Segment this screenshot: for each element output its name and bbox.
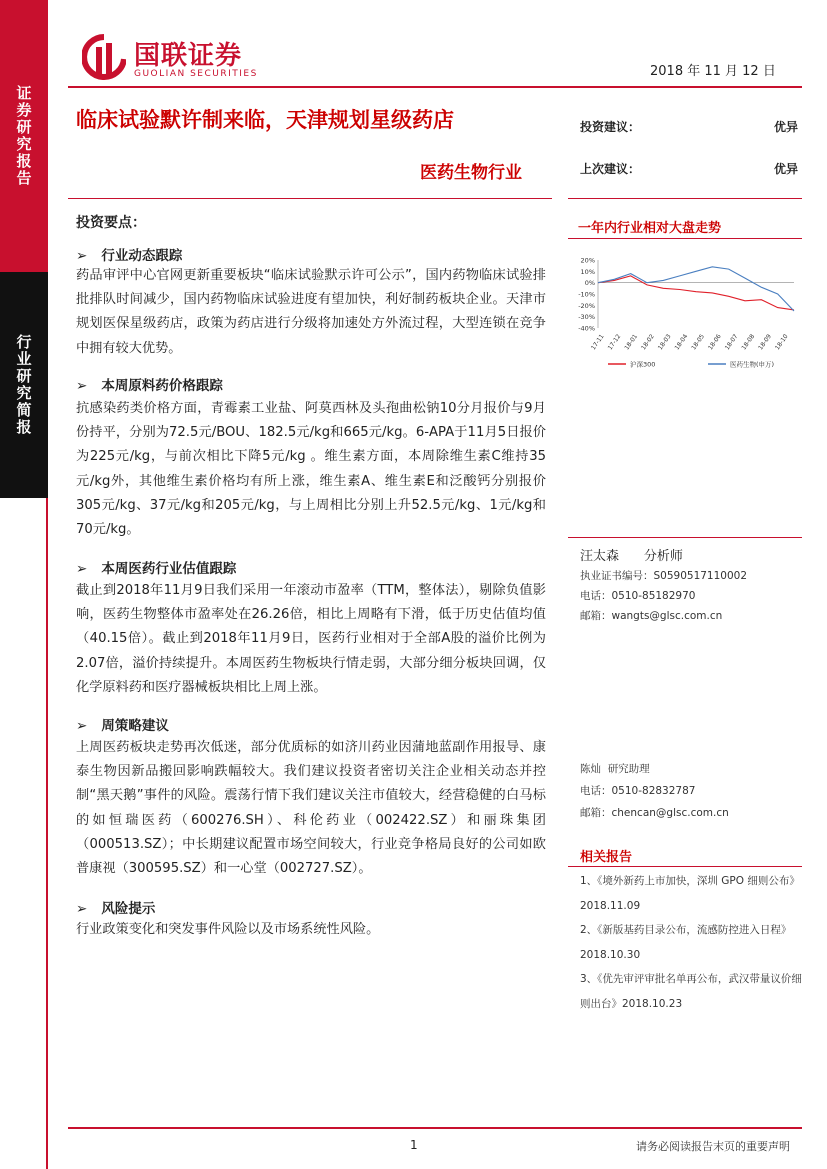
chart-title-rule (568, 238, 802, 239)
analyst-2-role: 研究助理 (607, 763, 650, 775)
series-line (598, 267, 794, 311)
section-head-3-text: 本周医药行业估值跟踪 (101, 561, 237, 577)
title-rule (68, 198, 552, 199)
summary-title: 投资要点： (76, 215, 146, 231)
related-item-2-title: 2、《新版基药目录公布，流感防控进入日程》 (580, 924, 792, 936)
section-text-3: 截止到2018年11月9日我们采用一年滚动市盈率（TTM，整体法），剔除负值影响，医药生物整体市盈率处在26.26倍，相比上周略有下滑，低于历史估值均值（40.15倍）。截止到2018年11月9日，医药行业相对于全部A股的溢价比例为2.07倍，溢价持续提升。本周医药生物板块行情走弱，大部分细分板块回调，仅化学原料药和医疗器械板块相比上周上涨。 (76, 583, 546, 695)
related-item-1-date: 2018.11.09 (580, 900, 641, 912)
analyst-2-email[interactable]: 邮箱：chencan@glsc.com.cn (580, 807, 729, 819)
analyst-2-tel: 电话：0510-82832787 (580, 785, 696, 797)
company-name-en: GUOLIAN SECURITIES (134, 69, 258, 79)
sidebar-report-type: 证券研究报告 (0, 0, 48, 272)
related-item-3[interactable] (580, 968, 802, 1015)
report-date: 2018 年 11 月 12 日 (650, 64, 776, 79)
sidebar-category: 行业研究简报 (0, 272, 48, 498)
y-tick-label: 20% (580, 256, 595, 265)
header-rule (68, 86, 802, 88)
section-head-5: ➢ 风险提示 (76, 901, 156, 917)
section-head-2: ➢ 本周原料药价格跟踪 (76, 378, 223, 394)
analyst-2-name: 陈灿 (580, 763, 601, 775)
logo (82, 33, 302, 83)
related-item-2[interactable] (580, 919, 802, 966)
related-rule (568, 866, 802, 867)
section-text-1: 药品审评中心官网更新重要板块“临床试验默示许可公示”，国内药物临床试验排批排队时间减少，国内药物临床试验进度有望加快，利好制药板块企业。天津市规划医保星级药店，政策为药店进行分级将加速处方外流过程，大型连锁在竞争中拥有较大优势。 (76, 268, 546, 356)
analyst-2 (580, 760, 800, 822)
related-title: 相关报告 (580, 850, 633, 865)
y-tick-label: 0% (584, 279, 595, 288)
x-tick-label: 18-04 (673, 333, 690, 352)
x-tick-label: 18-01 (623, 333, 640, 352)
x-tick-label: 18-03 (656, 333, 673, 352)
y-tick-label: -20% (578, 301, 595, 310)
analyst-block-rule (568, 537, 802, 538)
analyst-1 (580, 545, 800, 625)
rating-current-label: 投资建议： (580, 120, 641, 134)
related-item-3-title: 3、《优先审评审批名单再公布，武汉带量议价细 (580, 973, 802, 985)
analyst-1-email[interactable]: 邮箱：wangts@glsc.com.cn (580, 610, 723, 622)
section-head-3: ➢ 本周医药行业估值跟踪 (76, 561, 237, 577)
logo-emblem-icon (82, 33, 126, 81)
x-tick-label: 18-06 (706, 333, 723, 352)
x-tick-label: 18-09 (757, 333, 773, 352)
section-head-4: ➢ 周策略建议 (76, 718, 169, 734)
y-tick-label: -40% (578, 324, 595, 333)
sidebar-lower-line (46, 498, 48, 1169)
section-head-4-text: 周策略建议 (101, 718, 169, 734)
analyst-1-tel: 电话：0510-85182970 (580, 590, 696, 602)
section-head-5-text: 风险提示 (101, 901, 156, 917)
x-tick-label: 17-11 (589, 333, 606, 352)
legend-label: 沪深300 (630, 360, 656, 369)
related-list (580, 870, 802, 1015)
section-head-1: ➢ 行业动态跟踪 (76, 248, 183, 264)
y-tick-label: 10% (580, 267, 595, 276)
x-tick-label: 18-02 (640, 333, 656, 352)
x-tick-label: 17-12 (606, 333, 623, 352)
series-line (598, 276, 794, 310)
rating-prev-label: 上次建议： (580, 162, 641, 176)
footer-rule (68, 1127, 802, 1129)
section-text-2: 抗感染药类价格方面，青霉素工业盐、阿莫西林及头孢曲松钠10分月报价与9月份持平，分别为72.5元/BOU、182.5元/kg和665元/kg。6-APA于11月5日报价为225元/kg，与前次相比下降5元/kg 。维生素方面，本周除维生素C维持35元/kg外，其他维生素价格均有所上涨，维生素A、维生素E和泛酸钙分别报价305元/kg、37元/kg和205元/kg，与上周相比分别上升52.5元/kg、1元/kg和70元/kg。 (76, 401, 546, 538)
rating-prev-value: 优异 (774, 162, 799, 176)
legend-label: 医药生物(申万) (730, 360, 775, 369)
y-tick-label: -10% (578, 290, 595, 299)
x-tick-label: 18-05 (690, 333, 707, 352)
analyst-1-name: 汪太森 (580, 549, 620, 564)
y-tick-label: -30% (578, 313, 595, 322)
analyst-1-cert: 执业证书编号：S0590517110002 (580, 570, 748, 582)
section-head-2-text: 本周原料药价格跟踪 (101, 378, 223, 394)
section-text-4: 上周医药板块走势再次低迷，部分优质标的如济川药业因蒲地蓝副作用报导、康泰生物因新品搬回影响跌幅较大。我们建议投资者密切关注企业相关动态并控制“黑天鹅”事件的风险。震荡行情下我们建议关注市值较大，经营稳健的白马标的如恒瑞医药（600276.SH）、科伦药业（002422.SZ）和丽珠集团（000513.SZ）；中长期建议配置市场空间较大，行业竞争格局良好的公司如欧普康视（300595.SZ）和一心堂（002727.SZ）。 (76, 740, 546, 877)
rating-rule (568, 198, 802, 199)
section-head-1-text: 行业动态跟踪 (101, 248, 183, 264)
footer-disclaimer: 请务必阅读报告末页的重要声明 (636, 1140, 790, 1153)
rating-current-value: 优异 (774, 120, 799, 134)
related-item-2-date: 2018.10.30 (580, 949, 641, 961)
related-item-3-date: 则出台》2018.10.23 (580, 998, 683, 1010)
industry-name: 医药生物行业 (420, 163, 522, 183)
x-tick-label: 18-08 (740, 333, 757, 352)
x-tick-label: 18-07 (723, 333, 740, 352)
analyst-1-role: 分析师 (643, 549, 683, 564)
x-tick-label: 18-10 (773, 333, 790, 352)
chart-title: 一年内行业相对大盘走势 (578, 221, 722, 236)
report-title: 临床试验默许制来临，天津规划星级药店 (76, 107, 454, 132)
section-text-5: 行业政策变化和突发事件风险以及市场系统性风险。 (76, 922, 380, 937)
relative-performance-chart (568, 248, 802, 376)
related-item-1[interactable] (580, 870, 802, 917)
company-name: 国联证券 (134, 41, 243, 71)
page-number: 1 (410, 1138, 418, 1152)
related-item-1-title: 1、《境外新药上市加快，深圳 GPO 细则公布》 (580, 875, 800, 887)
